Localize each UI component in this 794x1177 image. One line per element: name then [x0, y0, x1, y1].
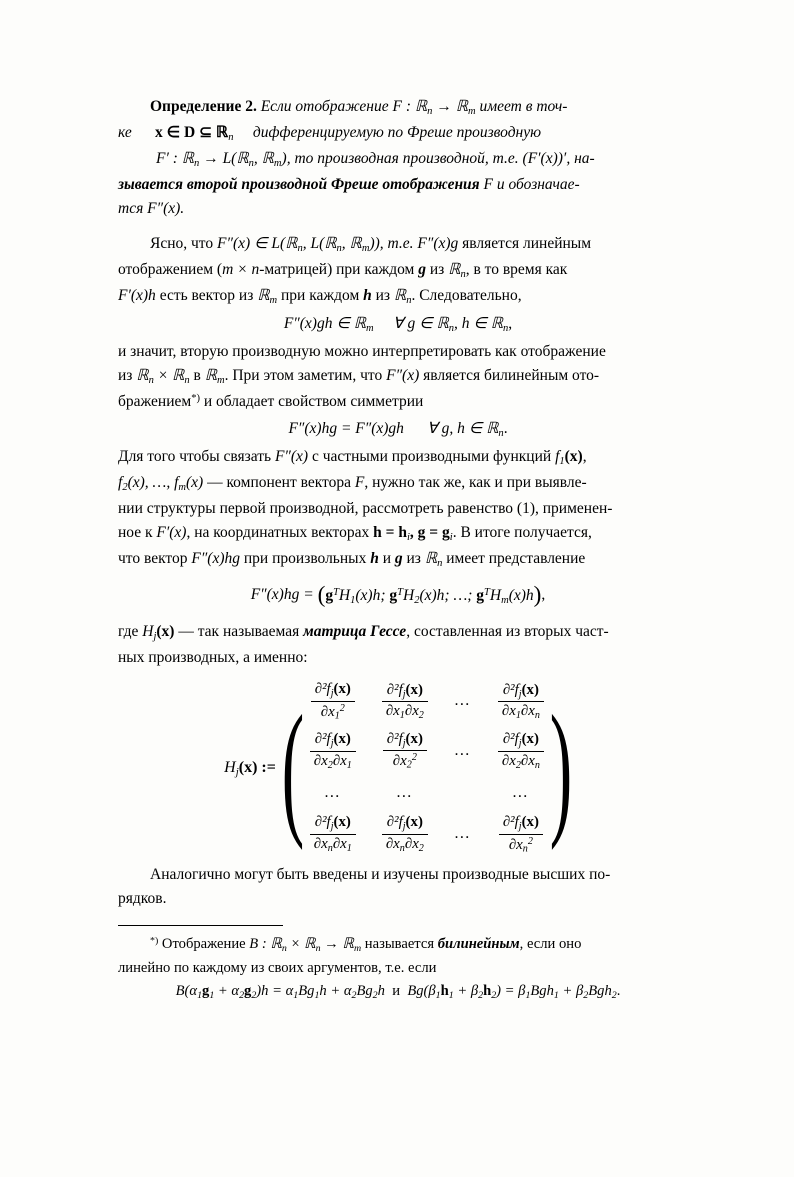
para3-l1a: Для того чтобы связать [118, 447, 272, 465]
eq3-lhs: F″(x)hg = [250, 586, 314, 604]
definition-line3 [118, 147, 678, 172]
eq2-tail: . [503, 419, 508, 437]
definition-line2 [118, 121, 678, 146]
para1-m2: F″(x)g [417, 235, 459, 252]
para4-l1b: — так называемая [178, 622, 300, 640]
eq3-term3: $g^TH_m(x)h$ [476, 586, 534, 606]
para1-line2 [118, 258, 678, 283]
definition-line2-tail: дифференцируемую по Фреше производную [252, 123, 542, 141]
definition-line4 [118, 173, 678, 197]
hessian-matrix-label: $H_j(x)$ := [224, 758, 276, 778]
definition-label: Определение 2. [150, 98, 257, 115]
para4-line1 [118, 620, 678, 645]
equation-3 [118, 578, 678, 613]
para2-line2 [118, 364, 678, 389]
footnote-l1c: , если оно [519, 935, 582, 952]
para1-l2b: -матрицей) при каждом [259, 260, 415, 278]
footnote-marker: *) [150, 935, 159, 947]
matrix-cell: $\frac{\partial^2f_j(x)}{\partial x_1\partial x_2}$ [382, 682, 428, 722]
footnote-rule [118, 925, 283, 926]
hessian-term: матрица Гессе [303, 622, 407, 640]
para2-line3 [118, 390, 678, 414]
equation-2 [118, 417, 678, 442]
para1-mn: m × n [222, 260, 260, 278]
para2-l2c: . При этом заметим, что [224, 367, 383, 385]
para1-m1: F″(x) ∈ L(ℝ$_n$, L(ℝ$_n$, ℝ$_m$)), т.е. [217, 235, 414, 254]
para3-f2fm: $f_2(x)$, …, $f_m(x)$ [118, 473, 204, 493]
matrix-cell: $\frac{\partial^2f_j(x)}{\partial x_n^2}$ [499, 814, 543, 855]
para2-l3b: и обладает свойством симметрии [203, 393, 424, 411]
definition-Fprime-map: F′ : ℝ$_n$ → L(ℝ$_n$, ℝ$_m$), то производная производной, т.е. [156, 149, 519, 169]
para3-line1 [118, 445, 678, 470]
definition-deriv-of-deriv: (F′(x))′ [522, 149, 567, 167]
footnote-l1a: Отображение [161, 935, 246, 952]
para2-l2b: в [193, 367, 201, 385]
para1-g: g [418, 260, 426, 278]
para4-l1a: где [118, 622, 139, 640]
footnote-eq-and: и [392, 983, 401, 1000]
matrix-cell: $\frac{\partial^2f_j(x)}{\partial x_2\partial x_1}$ [310, 731, 356, 771]
definition-line5-text: тся F″(x). [118, 200, 185, 218]
matrix-cell: $\frac{\partial^2f_j(x)}{\partial x_2\partial x_n}$ [498, 731, 544, 771]
eq3-open-paren: ( [317, 582, 326, 609]
definition-line3-tail: , на- [566, 149, 595, 167]
para1-l3b: есть вектор из [159, 286, 254, 304]
footnote-line2: линейно по каждому из своих аргументов, т.е. если [118, 959, 437, 976]
matrix-cell: … [395, 783, 414, 801]
definition-line5 [118, 197, 678, 221]
para1-line1 [118, 232, 678, 257]
eq2-text: F″(x)hg = F″(x)gh [288, 419, 404, 437]
footnote-B-map: B : ℝ$_n$ × ℝ$_n$ → ℝ$_m$ [249, 935, 362, 954]
matrix-cell: $\frac{\partial^2f_j(x)}{\partial x_1\partial x_n}$ [498, 682, 544, 722]
eq1-quant: ∀ g ∈ ℝ$_n$, h ∈ ℝ$_n$ [392, 314, 509, 334]
matrix-ellipsis: … [453, 692, 472, 710]
eq3-tail: , [541, 586, 546, 604]
para1-Rn: ℝ$_n$ [448, 260, 466, 280]
para3-hi: $h = h_i$ [373, 524, 410, 544]
para1-line3 [118, 284, 678, 309]
para1-Rn2: ℝ$_n$ [393, 286, 412, 306]
eq3-close-paren: ) [533, 582, 542, 609]
para3-Fpp: F″(x) [274, 447, 309, 465]
definition-second-derivative-term: зывается второй производной Фреше отображения [118, 175, 480, 193]
para1-l3c: при каждом [281, 286, 360, 304]
para1-l3e: . Следовательно, [411, 286, 522, 304]
matrix-right-paren: ) [549, 685, 573, 851]
eq3-term2: $g^TH_2(x)h$; …; [389, 586, 473, 606]
para3-l5e: имеет представление [446, 550, 586, 568]
para3-l4b: , на координатных векторах [186, 524, 370, 542]
definition-line4-F: F [483, 175, 494, 193]
para3-Rn: ℝ$_n$ [424, 550, 443, 570]
matrix-cell: … [511, 783, 530, 801]
para1-l2a: отображением ( [118, 260, 223, 278]
footnote-l1b: называется [364, 935, 435, 952]
para3-Fhg: F″(x)hg [191, 550, 241, 568]
para3-l5c: и [382, 550, 392, 568]
footnote-eq-period: . [616, 983, 621, 1000]
equation-1 [118, 312, 678, 337]
matrix-ellipsis: … [453, 742, 472, 760]
hessian-matrix [118, 679, 678, 857]
para2-line1: и значит, вторую производную можно интерпретировать как отображение [118, 342, 606, 360]
bilinear-term: билинейным [437, 935, 520, 952]
matrix-cell: $\frac{\partial^2f_j(x)}{\partial x_2^2}$ [383, 731, 427, 772]
para3-f1: $f_1(x)$ [555, 447, 583, 467]
para1-l2c: из [429, 260, 445, 278]
para3-g: g [394, 550, 403, 568]
para3-l1c: , [582, 447, 587, 465]
matrix-cell: … [323, 783, 342, 801]
para3-l5a: что вектор [118, 550, 188, 568]
matrix-cell: $\frac{\partial^2f_j(x)}{\partial x_n\partial x_2}$ [382, 814, 428, 854]
footnote-eq-right: $Bg(\beta_1h_1 + \beta_2h_2) = \beta_1Bgh_1 + \beta_2Bgh_2$ [407, 983, 617, 1002]
para4-Hj: $H_j(x)$ [142, 622, 175, 642]
page-content [118, 95, 678, 1005]
footnote-ref-marker: *) [191, 393, 200, 405]
definition-line4-tail: и обозначае- [496, 175, 580, 193]
matrix-cell: $\frac{\partial^2f_j(x)}{\partial x_n\partial x_1}$ [310, 814, 356, 854]
para2-RnxRn: ℝ$_n$ × ℝ$_n$ [136, 367, 190, 387]
para3-F: F [354, 473, 365, 491]
definition-line2-head: ке [118, 123, 132, 141]
para3-l2b: — компонент вектора [207, 473, 351, 491]
para3-line4 [118, 521, 678, 546]
para4-line2: ных производных, а именно: [118, 648, 308, 666]
para1-Fprime-h: F′(x)h [118, 286, 156, 304]
para5-line1: Аналогично могут быть введены и изучены производные высших по- [150, 865, 611, 883]
para1-s2: является линейным [462, 235, 592, 252]
para1-Rm: ℝ$_m$ [257, 286, 278, 306]
definition-line1-tail: имеет в точ- [479, 98, 568, 115]
definition-paragraph [118, 95, 678, 120]
para4-l1c: , составленная из вторых част- [406, 622, 609, 640]
matrix-left-paren: ( [281, 685, 305, 851]
definition-point: x ∈ D ⊆ ℝ$_n$ [155, 123, 234, 143]
para3-l5d: из [406, 550, 421, 568]
para5-line2: рядков. [118, 890, 167, 908]
para3-l1b: с частными производными функций [311, 447, 552, 465]
matrix-grid [304, 679, 550, 857]
matrix-cell: $\frac{\partial^2f_j(x)}{\partial x_1^2}$ [311, 681, 355, 722]
para2-l3a: бражением [118, 393, 192, 411]
eq3-term1: $g^TH_1(x)h$; [325, 586, 386, 606]
eq1-tail: , [508, 314, 513, 332]
footnote-eq-left: $B(\alpha_1g_1 + \alpha_2g_2)h = \alpha_1Bg_1h + \alpha_2Bg_2h$ [175, 983, 385, 1002]
para1-l2d: , в то время как [465, 260, 568, 278]
para2-Rm: ℝ$_m$ [204, 367, 225, 387]
definition-fmap: F : ℝ$_n$ → ℝ$_m$ [392, 98, 476, 117]
para3-line2 [118, 471, 678, 496]
para2-Fpp: F″(x) [386, 367, 420, 385]
para3-l4c: . В итоге получается, [452, 524, 592, 542]
definition-line1: Если отображение [260, 98, 389, 115]
para3-gi: , $g = g_i$ [409, 524, 453, 544]
matrix-ellipsis: … [453, 825, 472, 843]
eq2-quant: ∀ g, h ∈ ℝ$_n$ [427, 419, 504, 439]
para3-Fprime: F′(x) [156, 524, 187, 542]
para3-line5 [118, 547, 678, 572]
para1-l3d: из [375, 286, 391, 304]
para3-l5b: при произвольных [243, 550, 367, 568]
footnote-equation [118, 981, 678, 1004]
para1-s1: Ясно, что [150, 235, 214, 252]
para1-h: h [363, 286, 372, 304]
eq1-lhs: F″(x)gh ∈ ℝ$_m$ [283, 314, 374, 334]
footnote [118, 934, 678, 1004]
para2-l2a: из [118, 367, 133, 385]
para3-line3: нии структуры первой производной, рассмотреть равенство (1), применен- [118, 499, 613, 517]
para3-l2c: , нужно так же, как и при выявле- [364, 473, 587, 491]
para3-l4a: ное к [118, 524, 153, 542]
para2-l2d: является билинейным ото- [423, 367, 600, 385]
para3-h: h [370, 550, 379, 568]
footnote-line1 [118, 934, 678, 957]
